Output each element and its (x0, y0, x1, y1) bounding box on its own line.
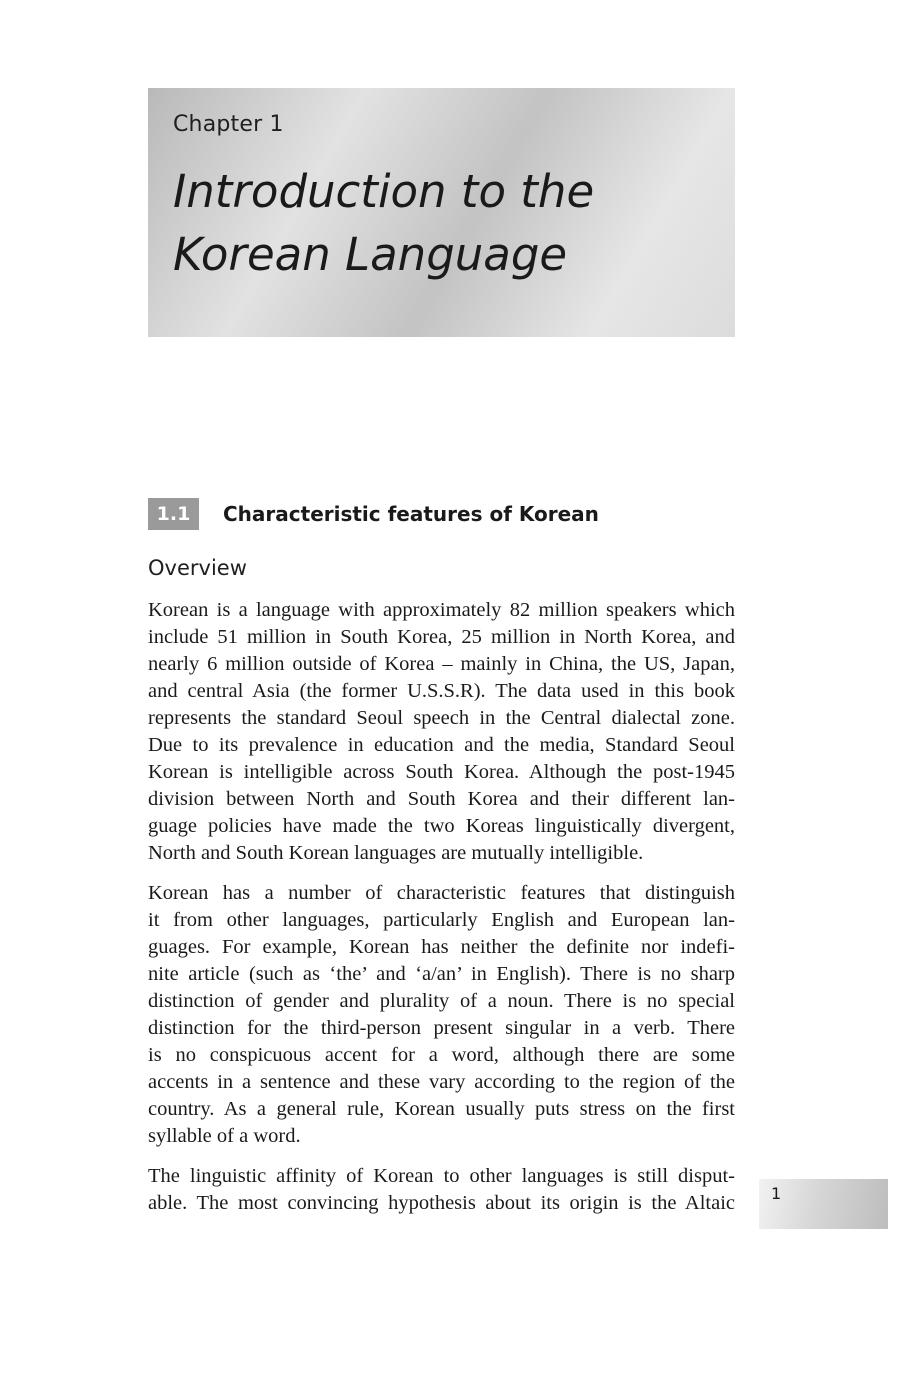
paragraph-line: include 51 million in South Korea, 25 million in North Korea, and (148, 626, 735, 648)
chapter-title (173, 160, 713, 286)
paragraph-line: Korean has a number of characteristic features that distinguish (148, 882, 735, 904)
section-number-badge: 1.1 (148, 498, 199, 530)
paragraph-line: and central Asia (the former U.S.S.R). The data used in this book (148, 680, 735, 702)
paragraph-line: Korean is a language with approximately 82 million speakers which (148, 599, 735, 621)
paragraph-line: country. As a general rule, Korean usually puts stress on the first (148, 1098, 735, 1120)
page-number: 1 (771, 1184, 782, 1203)
paragraph-line: represents the standard Seoul speech in the Central dialectal zone. (148, 707, 735, 729)
paragraph-line: syllable of a word. (148, 1125, 301, 1147)
paragraph-line: Due to its prevalence in education and the media, Standard Seoul (148, 734, 735, 756)
chapter-banner (148, 88, 735, 337)
paragraph-line: guage policies have made the two Koreas linguistically divergent, (148, 815, 735, 837)
paragraph-line: distinction for the third-person present singular in a verb. There (148, 1017, 735, 1039)
paragraph-line: nearly 6 million outside of Korea – mainly in China, the US, Japan, (148, 653, 735, 675)
paragraph-line: accents in a sentence and these vary according to the region of the (148, 1071, 735, 1093)
paragraph-line: is no conspicuous accent for a word, although there are some (148, 1044, 735, 1066)
subheading-overview: Overview (148, 556, 247, 580)
chapter-title-line-1: Introduction to the (173, 165, 595, 218)
section-title: Characteristic features of Korean (223, 502, 599, 526)
paragraph-line: Korean is intelligible across South Korea. Although the post-1945 (148, 761, 735, 783)
paragraph-line: nite article (such as ‘the’ and ‘a/an’ in English). There is no sharp (148, 963, 735, 985)
page-number-tab (759, 1179, 888, 1229)
paragraph (148, 597, 735, 867)
paragraph-line: distinction of gender and plurality of a noun. There is no special (148, 990, 735, 1012)
paragraph-line: The linguistic affinity of Korean to other languages is still disput- (148, 1165, 735, 1187)
paragraph-line: it from other languages, particularly English and European lan- (148, 909, 735, 931)
paragraph (148, 880, 735, 1150)
paragraph-line: guages. For example, Korean has neither the definite nor indefi- (148, 936, 735, 958)
paragraph (148, 1163, 735, 1217)
chapter-title-line-2: Korean Language (173, 228, 568, 281)
chapter-label: Chapter 1 (173, 112, 284, 137)
section-heading (148, 498, 599, 530)
paragraph-line: North and South Korean languages are mutually intelligible. (148, 842, 644, 864)
paragraph-line: division between North and South Korea and their different lan- (148, 788, 735, 810)
paragraph-line: able. The most convincing hypothesis about its origin is the Altaic (148, 1192, 735, 1214)
